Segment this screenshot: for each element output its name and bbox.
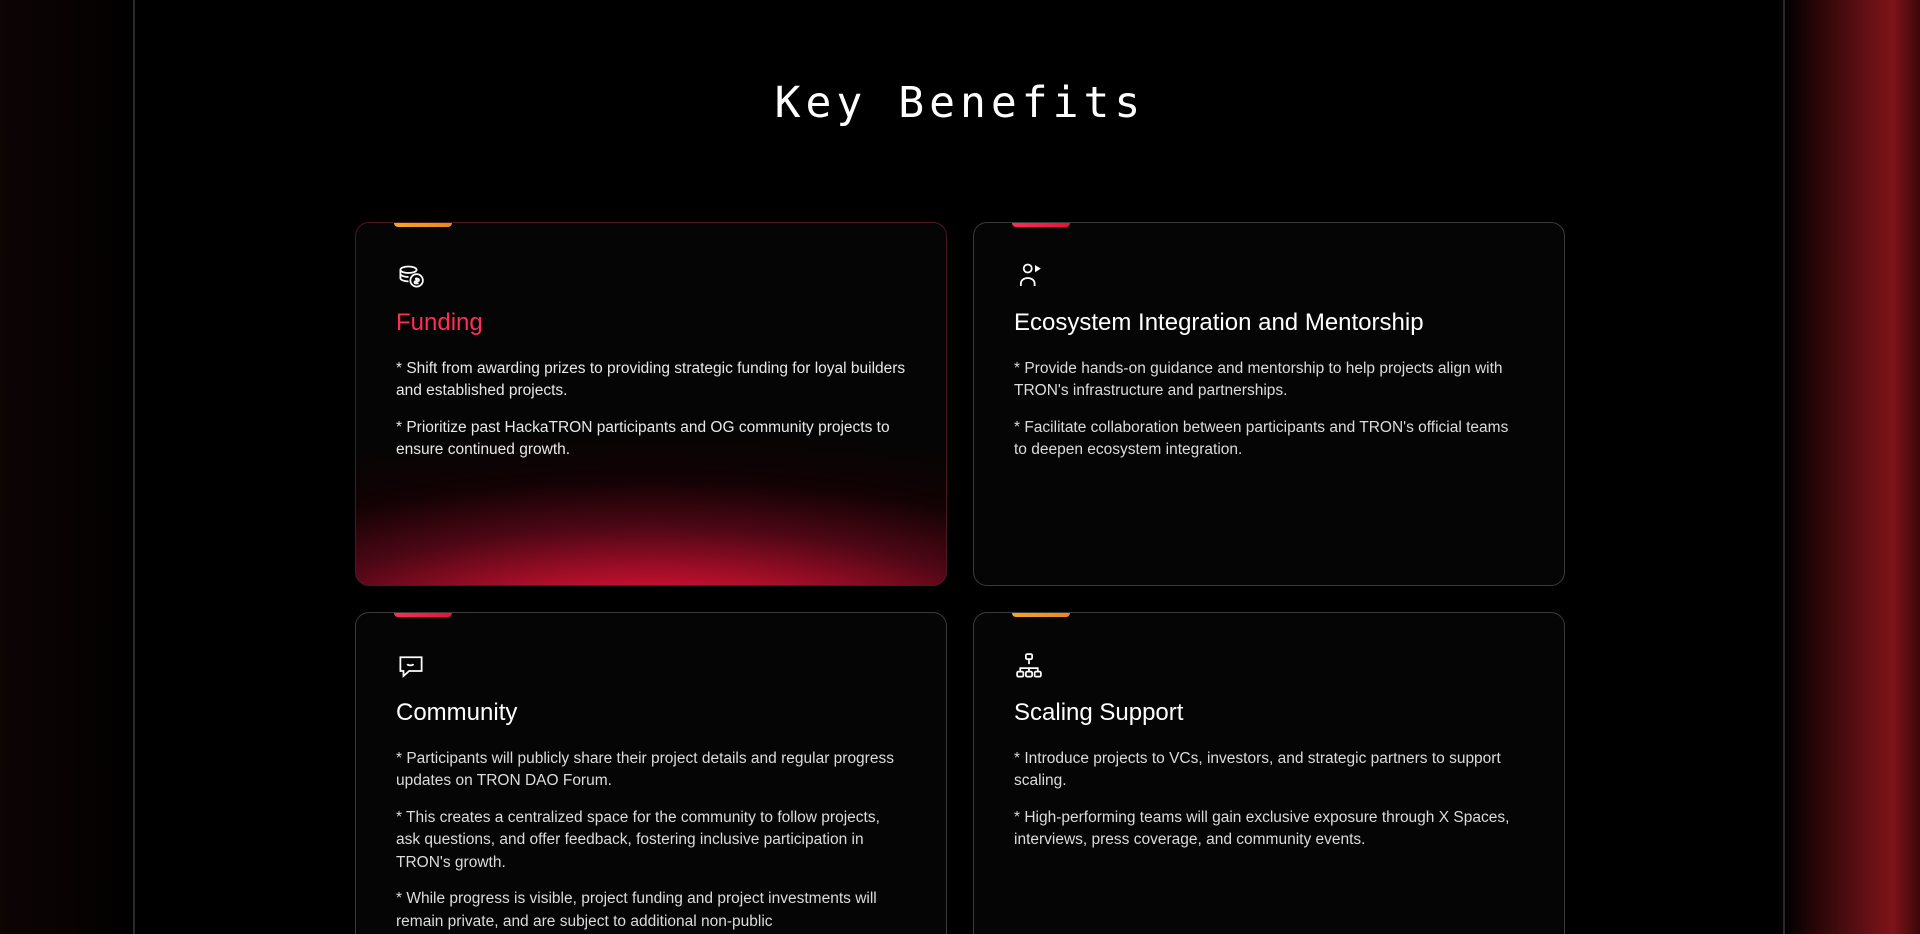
benefit-card-funding[interactable] bbox=[355, 222, 947, 586]
card-tab-indicator bbox=[394, 612, 452, 617]
card-title: Scaling Support bbox=[1014, 699, 1184, 726]
mentor-person-icon bbox=[1014, 261, 1044, 291]
card-paragraph: * High-performing teams will gain exclusive exposure through X Spaces, interviews, press coverage, and community events. bbox=[1014, 808, 1510, 849]
benefit-card-scaling-support[interactable] bbox=[973, 612, 1565, 934]
card-body bbox=[396, 358, 906, 462]
card-paragraph: * While progress is visible, project funding and project investments will remain private, and are subject to additional non-public bbox=[396, 890, 877, 930]
card-tab-indicator bbox=[394, 222, 452, 227]
card-body bbox=[396, 748, 906, 933]
card-title: Funding bbox=[396, 309, 483, 336]
chat-bubble-icon bbox=[396, 651, 426, 681]
page-title: Key Benefits bbox=[774, 78, 1146, 128]
left-edge-gradient bbox=[0, 0, 133, 934]
org-chart-icon bbox=[1014, 651, 1044, 681]
card-paragraph: * Introduce projects to VCs, investors, and strategic partners to support scaling. bbox=[1014, 749, 1501, 790]
benefits-grid bbox=[355, 222, 1565, 934]
card-paragraph: * This creates a centralized space for the community to follow projects, ask questions, and offer feedback, fostering inclusive participation in TRON's growth. bbox=[396, 808, 880, 871]
benefit-card-ecosystem-integration-and-mentorship[interactable] bbox=[973, 222, 1565, 586]
card-paragraph: * Facilitate collaboration between participants and TRON's official teams to deepen ecosystem integration. bbox=[1014, 418, 1509, 459]
card-tab-indicator bbox=[1012, 222, 1070, 227]
card-paragraph: * Prioritize past HackaTRON participants and OG community projects to ensure continued growth. bbox=[396, 418, 890, 459]
content-area bbox=[135, 0, 1785, 934]
card-title: Community bbox=[396, 699, 518, 726]
card-paragraph: * Participants will publicly share their project details and regular progress updates on TRON DAO Forum. bbox=[396, 749, 894, 790]
benefit-card-community[interactable] bbox=[355, 612, 947, 934]
card-tab-indicator bbox=[1012, 612, 1070, 617]
card-paragraph: * Shift from awarding prizes to providing strategic funding for loyal builders and established projects. bbox=[396, 359, 906, 400]
right-edge-glow bbox=[1785, 0, 1920, 934]
card-title: Ecosystem Integration and Mentorship bbox=[1014, 309, 1424, 336]
card-body bbox=[1014, 358, 1524, 462]
coins-icon bbox=[396, 261, 426, 291]
card-paragraph: * Provide hands-on guidance and mentorship to help projects align with TRON's infrastructure and partnerships. bbox=[1014, 359, 1503, 400]
card-body bbox=[1014, 748, 1524, 852]
